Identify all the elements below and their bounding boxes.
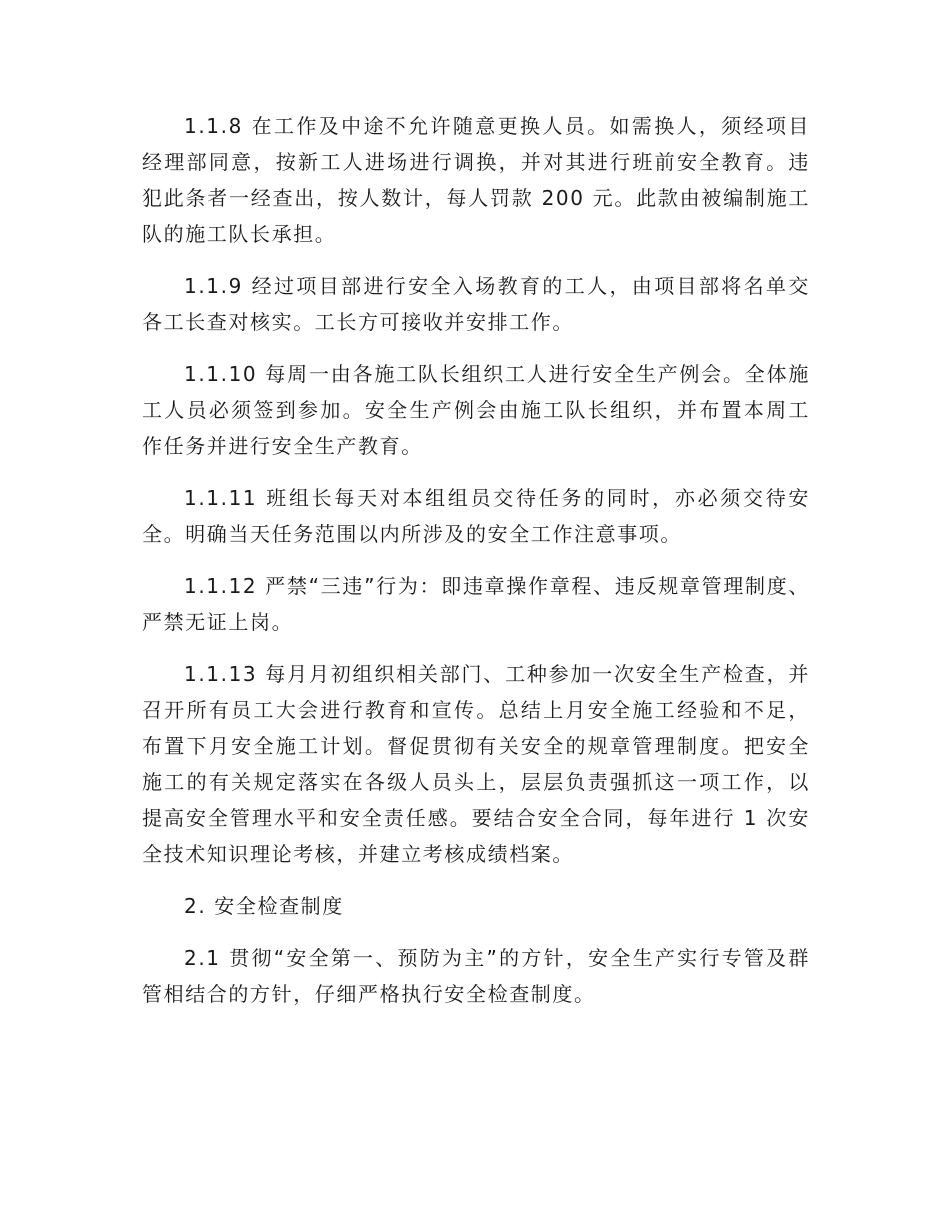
document-body (142, 108, 810, 1028)
paragraph-1-1-11: 1.1.11 班组长每天对本组组员交待任务的同时，亦必须交待安全。明确当天任务范围以内所涉及的安全工作注意事项。 (142, 486, 810, 546)
section-heading: 2. 安全检查制度 (184, 894, 344, 918)
paragraph-1-1-10: 1.1.10 每周一由各施工队长组织工人进行安全生产例会。全体施工人员必须签到参加。安全生产例会由施工队长组织，并布置本周工作任务并进行安全生产教育。 (142, 362, 810, 458)
paragraph-1-1-12: 1.1.12 严禁“三违”行为：即违章操作章程、违反规章管理制度、严禁无证上岗。 (142, 574, 810, 634)
paragraph-2-1: 2.1 贯彻“安全第一、预防为主”的方针，安全生产实行专管及群管相结合的方针，仔细严格执行安全检查制度。 (142, 946, 810, 1006)
paragraph-1-1-13: 1.1.13 每月月初组织相关部门、工种参加一次安全生产检查，并召开所有员工大会进行教育和宣传。总结上月安全施工经验和不足，布置下月安全施工计划。督促贯彻有关安全的规章管理制度。把安全施工的有关规定落实在各级人员头上，层层负责强抓这一项工作，以提高安全管理水平和安全责任感。要结合安全合同，每年进行 1 次安全技术知识理论考核，并建立考核成绩档案。 (142, 662, 810, 866)
paragraph-1-1-9: 1.1.9 经过项目部进行安全入场教育的工人，由项目部将名单交各工长查对核实。工长方可接收并安排工作。 (142, 274, 810, 334)
paragraph-1-1-8: 1.1.8 在工作及中途不允许随意更换人员。如需换人，须经项目经理部同意，按新工人进场进行调换，并对其进行班前安全教育。违犯此条者一经查出，按人数计，每人罚款 200 元。此款由被编制施工队的施工队长承担。 (142, 114, 810, 246)
